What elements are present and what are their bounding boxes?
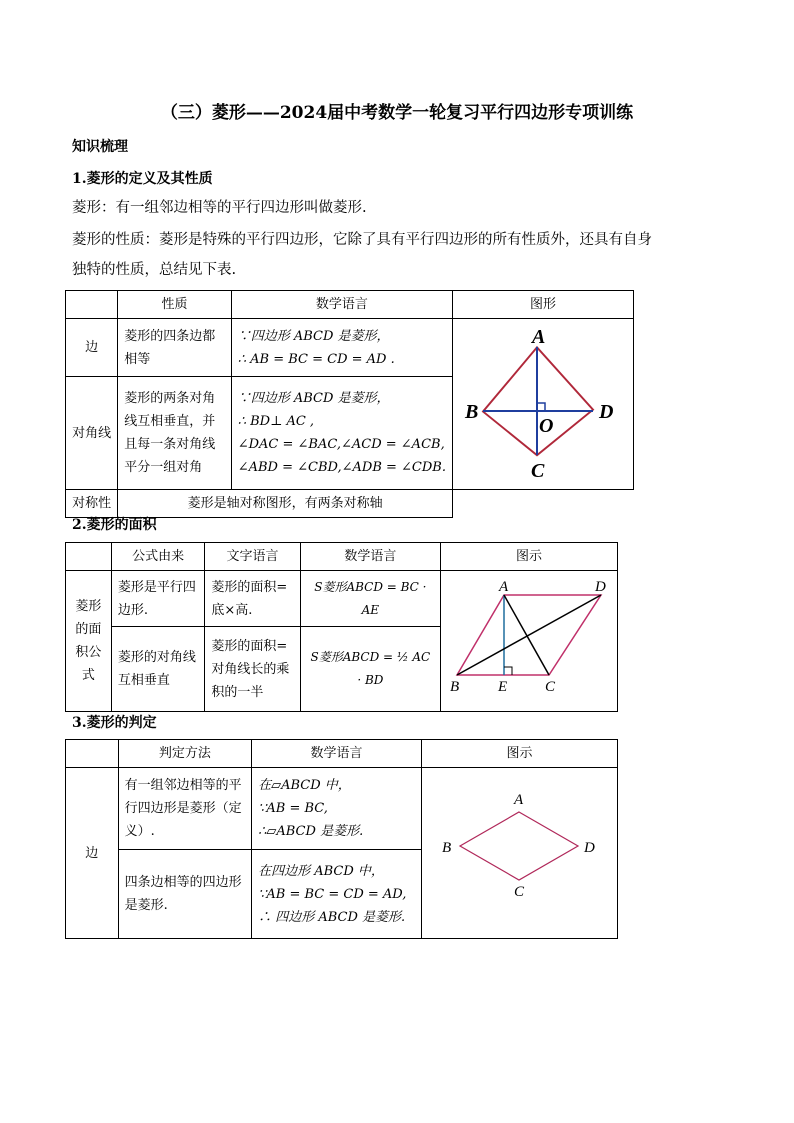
math-criteria-1-line1: 在▱ABCD 中， [258,778,351,794]
section3-heading: 3.菱形的判定 [72,715,157,731]
label-A: A [531,326,546,348]
properties-text-2: 独特的性质，总结见下表. [72,262,237,278]
label-D2: D [594,579,606,595]
header-text-lang: 文字语言 [205,543,300,571]
label-A2: A [498,579,509,595]
math-area-2: S菱形ABCD = ½ AC · BD [300,627,440,712]
method-1: 有一组邻边相等的平行四边形是菱形（定义）. [118,768,252,850]
header-figure-2: 图示 [440,543,617,571]
header-math: 数学语言 [231,291,452,319]
label-A3: A [513,792,524,808]
header-math-lang: 数学语言 [300,543,440,571]
label-B: B [464,401,479,423]
area-figure-cell [440,571,617,712]
header-method: 判定方法 [118,740,252,768]
prop-side: 菱形的四条边都相等 [118,319,231,377]
header-property: 性质 [118,291,231,319]
knowledge-heading: 知识梳理 [72,139,128,155]
criteria-rhombus-outline [460,812,578,880]
criteria-rhombus-diagram [422,768,617,930]
label-D3: D [583,840,595,856]
criteria-figure-cell [421,768,617,939]
criteria-label-side: 边 [66,768,119,939]
math-diagonal-line2: ∴ BD⊥ AC , [237,414,315,430]
criteria-table [65,739,618,939]
math-criteria-1-line2: ∵AB = BC, [258,801,328,817]
rhombus-figure-cell [452,319,633,490]
label-D: D [598,401,614,423]
prop-diagonal: 菱形的两条对角线互相垂直，并且每一条对角线平分一组对角 [118,377,231,490]
label-O: O [538,415,554,437]
origin-2: 菱形的对角线互相垂直 [111,627,204,712]
area-formula-label: 菱形的面积公式 [66,571,112,712]
label-E2: E [497,679,508,695]
math-criteria-2-line3: ∴ 四边形 ABCD 是菱形. [258,909,406,925]
math-criteria-2-line2: ∵AB = BC = CD = AD, [258,886,407,902]
header-origin: 公式由来 [111,543,204,571]
row-label-side: 边 [66,319,118,377]
header-figure-3: 图示 [421,740,617,768]
row-label-symmetry: 对称性 [66,490,118,518]
math-area-1: S菱形ABCD = BC · AE [300,571,440,627]
math-criteria-2-line1: 在四边形 ABCD 中， [258,863,384,879]
header-figure: 图形 [452,291,633,319]
section2-heading: 2.菱形的面积 [72,517,157,533]
label-B3: B [441,840,452,856]
definition-text: 菱形：有一组邻边相等的平行四边形叫做菱形. [72,200,367,216]
area-table [65,542,618,712]
label-C2: C [544,679,555,695]
label-B2: B [449,679,460,695]
math-criteria-1 [252,768,422,850]
corner-cell-3 [66,740,119,768]
math-diagonal-line4: ∠ABD = ∠CBD,∠ADB = ∠CDB. [237,460,446,476]
diagonal-bd-2 [457,595,601,675]
rhombus-diagram [453,319,633,481]
label-C: C [530,460,545,481]
row-label-diagonal: 对角线 [66,377,118,490]
prop-symmetry: 菱形是轴对称图形，有两条对称轴 [118,490,453,518]
corner-cell [66,291,118,319]
parallelogram-diagram [441,571,617,703]
math-side-line1: ∵四边形 ABCD 是菱形， [237,328,390,344]
math-diagonal-line1: ∵四边形 ABCD 是菱形， [237,391,390,407]
math-criteria-2 [252,850,422,939]
section1-heading: 1.菱形的定义及其性质 [72,171,213,187]
text-lang-2: 菱形的面积=对角线长的乘积的一半 [205,627,300,712]
math-side [231,319,452,377]
properties-table [65,290,634,518]
label-C3: C [513,884,524,900]
diagonal-ac-2 [504,595,549,675]
right-angle-mark-2 [504,667,512,675]
properties-text-1: 菱形的性质：菱形是特殊的平行四边形，它除了具有平行四边形的所有性质外，还具有自身 [72,232,652,248]
math-criteria-1-line3: ∴▱ABCD 是菱形. [258,824,364,840]
header-math-3: 数学语言 [252,740,422,768]
method-2: 四条边相等的四边形是菱形. [118,850,252,939]
math-diagonal [231,377,452,490]
empty-cell [452,490,633,518]
right-angle-mark [537,403,545,411]
page-title: （三）菱形——2024届中考数学一轮复习平行四边形专项训练 [160,103,634,123]
math-side-line2: ∴ AB = BC = CD = AD . [237,351,395,367]
math-diagonal-line3: ∠DAC = ∠BAC,∠ACD = ∠ACB, [237,437,445,453]
origin-1: 菱形是平行四边形. [111,571,204,627]
corner-cell-2 [66,543,112,571]
text-lang-1: 菱形的面积=底×高. [205,571,300,627]
